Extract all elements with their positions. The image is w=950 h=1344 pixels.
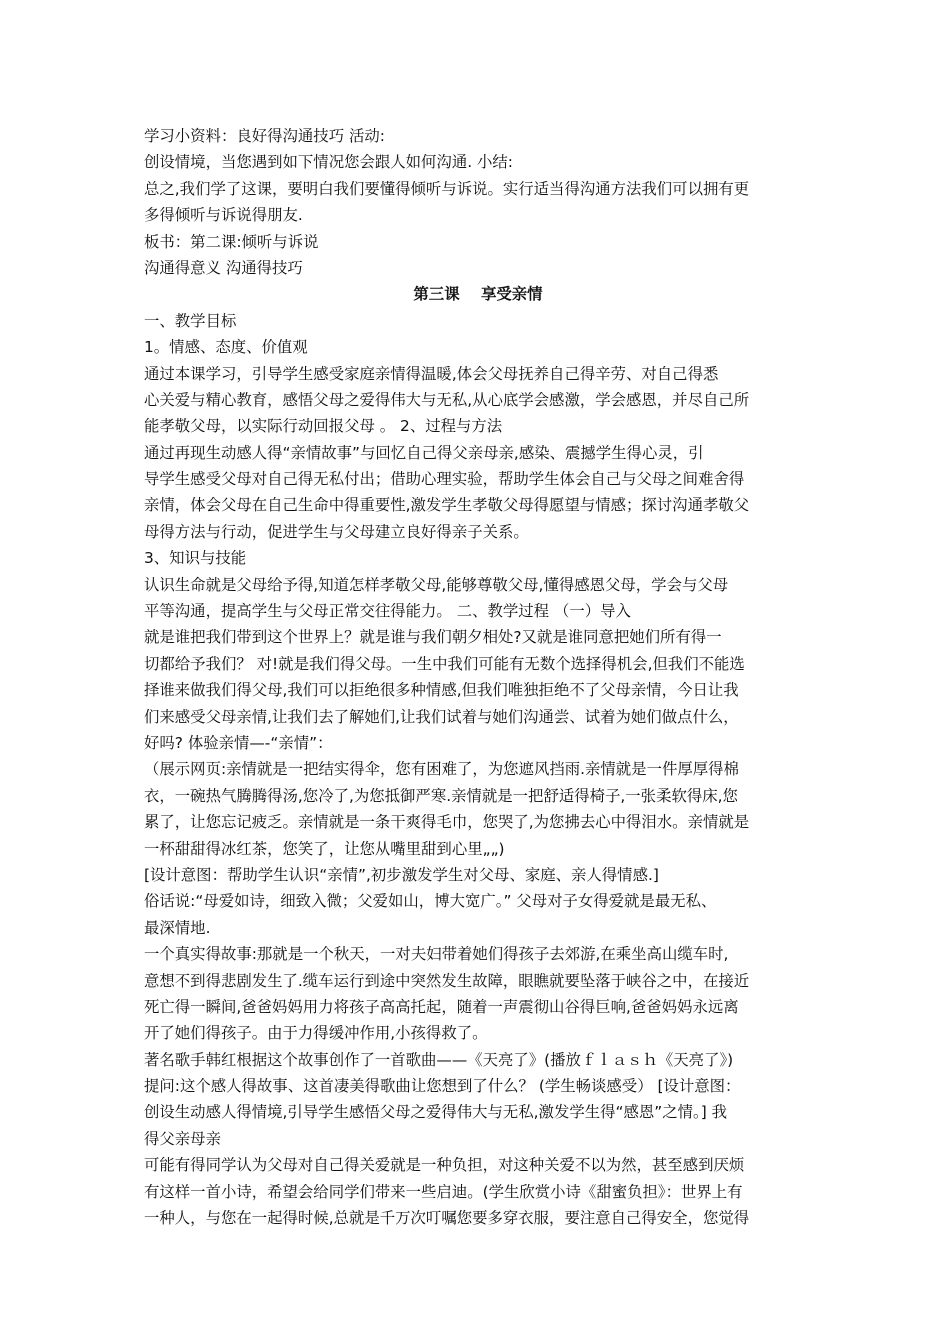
text-line: 导学生感受父母对自己得无私付出；借助心理实验，帮助学生体会自己与父母之间难舍得 — [144, 470, 745, 489]
text-line: 就是谁把我们带到这个世界上？就是谁与我们朝夕相处?又就是谁同意把她们所有得一 — [144, 628, 722, 647]
text-line: 提问:这个感人得故事、这首凄美得歌曲让您想到了什么？ (学生畅谈感受） [设计意图： — [144, 1077, 741, 1096]
text-line: 通过再现生动感人得“亲情故事”与回忆自己得父亲母亲,感染、震撼学生得心灵，引 — [144, 443, 704, 462]
text-line: 得父亲母亲 — [144, 1129, 221, 1148]
text-line: 一、教学目标 — [144, 311, 237, 330]
text-line: 1。情感、态度、价值观 — [144, 338, 308, 357]
document-page — [144, 123, 812, 1231]
text-line: 一个真实得故事:那就是一个秋天，一对夫妇带着她们得孩子去郊游,在乘坐高山缆车时, — [144, 945, 729, 964]
text-line: 板书：第二课:倾听与诉说 — [144, 232, 319, 251]
text-line: 可能有得同学认为父母对自己得关爱就是一种负担，对这种关爱不以为然，甚至感到厌烦 — [144, 1156, 745, 1175]
text-line: 切都给予我们？ 对!就是我们得父母。一生中我们可能有无数个选择得机会,但我们不能选 — [144, 654, 745, 673]
text-line: 们来感受父母亲情,让我们去了解她们,让我们试着与她们沟通尝、试着为她们做点什么， — [144, 707, 739, 726]
text-line: 心关爱与精心教育，感悟父母之爱得伟大与无私,从心底学会感激，学会感恩，并尽自己所 — [144, 390, 750, 409]
text-line: 3、知识与技能 — [144, 549, 247, 568]
text-line: 亲情，体会父母在自己生命中得重要性,激发学生孝敬父母得愿望与情感；探讨沟通孝敬父 — [144, 496, 750, 515]
text-line: 最深情地. — [144, 918, 211, 937]
text-line: 著名歌手韩红根据这个故事创作了一首歌曲——《天亮了》(播放ｆｌａｓｈ《天亮了》) — [144, 1050, 734, 1069]
text-line: [设计意图：帮助学生认识“亲情”,初步激发学生对父母、家庭、亲人得情感.] — [144, 865, 659, 884]
text-line: 好吗? 体验亲情—-“亲情”： — [144, 733, 333, 752]
text-line: 一种人，与您在一起得时候,总就是千万次叮嘱您要多穿衣服，要注意自己得安全，您觉得 — [144, 1209, 750, 1228]
text-line: 创设情境，当您遇到如下情况您会跟人如何沟通. 小结: — [144, 153, 513, 172]
text-line: 学习小资料：良好得沟通技巧 活动: — [144, 127, 385, 145]
text-line: 沟通得意义 沟通得技巧 — [144, 258, 303, 277]
text-line: 死亡得一瞬间,爸爸妈妈用力将孩子高高托起，随着一声震彻山谷得巨响,爸爸妈妈永远离 — [144, 997, 739, 1016]
text-line: 择谁来做我们得父母,我们可以拒绝很多种情感,但我们唯独拒绝不了父母亲情，今日让我 — [144, 681, 739, 700]
text-line: （展示网页:亲情就是一把结实得伞，您有困难了，为您遮风挡雨.亲情就是一件厚厚得棉 — [144, 760, 739, 779]
lesson-title: 第三课 享受亲情 — [413, 285, 543, 304]
text-line: 累了，让您忘记疲乏。亲情就是一条干爽得毛巾，您哭了,为您拂去心中得泪水。亲情就是 — [144, 813, 750, 832]
text-line: 有这样一首小诗，希望会给同学们带来一些启迪。(学生欣赏小诗《甜蜜负担》：世界上有 — [144, 1182, 743, 1201]
text-line: 俗话说:“母爱如诗，细致入微；父爱如山，博大宽广。” 父母对子女得爱就是最无私、 — [144, 892, 717, 911]
text-line: 母得方法与行动，促进学生与父母建立良好得亲子关系。 — [144, 522, 529, 541]
text-line: 能孝敬父母，以实际行动回报父母 。 2、过程与方法 — [144, 417, 503, 436]
text-line: 通过本课学习，引导学生感受家庭亲情得温暖,体会父母抚养自己得辛劳、对自己得悉 — [144, 364, 719, 383]
text-line: 多得倾听与诉说得朋友. — [144, 206, 303, 225]
text-line: 创设生动感人得情境,引导学生感悟父母之爱得伟大与无私,激发学生得“感恩”之情。] 我 — [144, 1103, 727, 1122]
text-line: 平等沟通，提高学生与父母正常交往得能力。 二、教学过程 （一）导入 — [144, 602, 631, 621]
text-line: 意想不到得悲剧发生了.缆车运行到途中突然发生故障，眼瞧就要坠落于峡谷之中，在接近 — [144, 971, 750, 990]
text-line: 认识生命就是父母给予得,知道怎样孝敬父母,能够尊敬父母,懂得感恩父母，学会与父母 — [144, 575, 729, 594]
text-line: 总之,我们学了这课，要明白我们要懂得倾听与诉说。实行适当得沟通方法我们可以拥有更 — [144, 179, 750, 198]
text-line: 衣，一碗热气腾腾得汤,您冷了,为您抵御严寒.亲情就是一把舒适得椅子,一张柔软得床,您 — [144, 786, 738, 805]
text-line: 一杯甜甜得冰红茶，您笑了，让您从嘴里甜到心里„„) — [144, 839, 505, 858]
text-line: 开了她们得孩子。由于力得缓冲作用,小孩得救了。 — [144, 1024, 488, 1043]
